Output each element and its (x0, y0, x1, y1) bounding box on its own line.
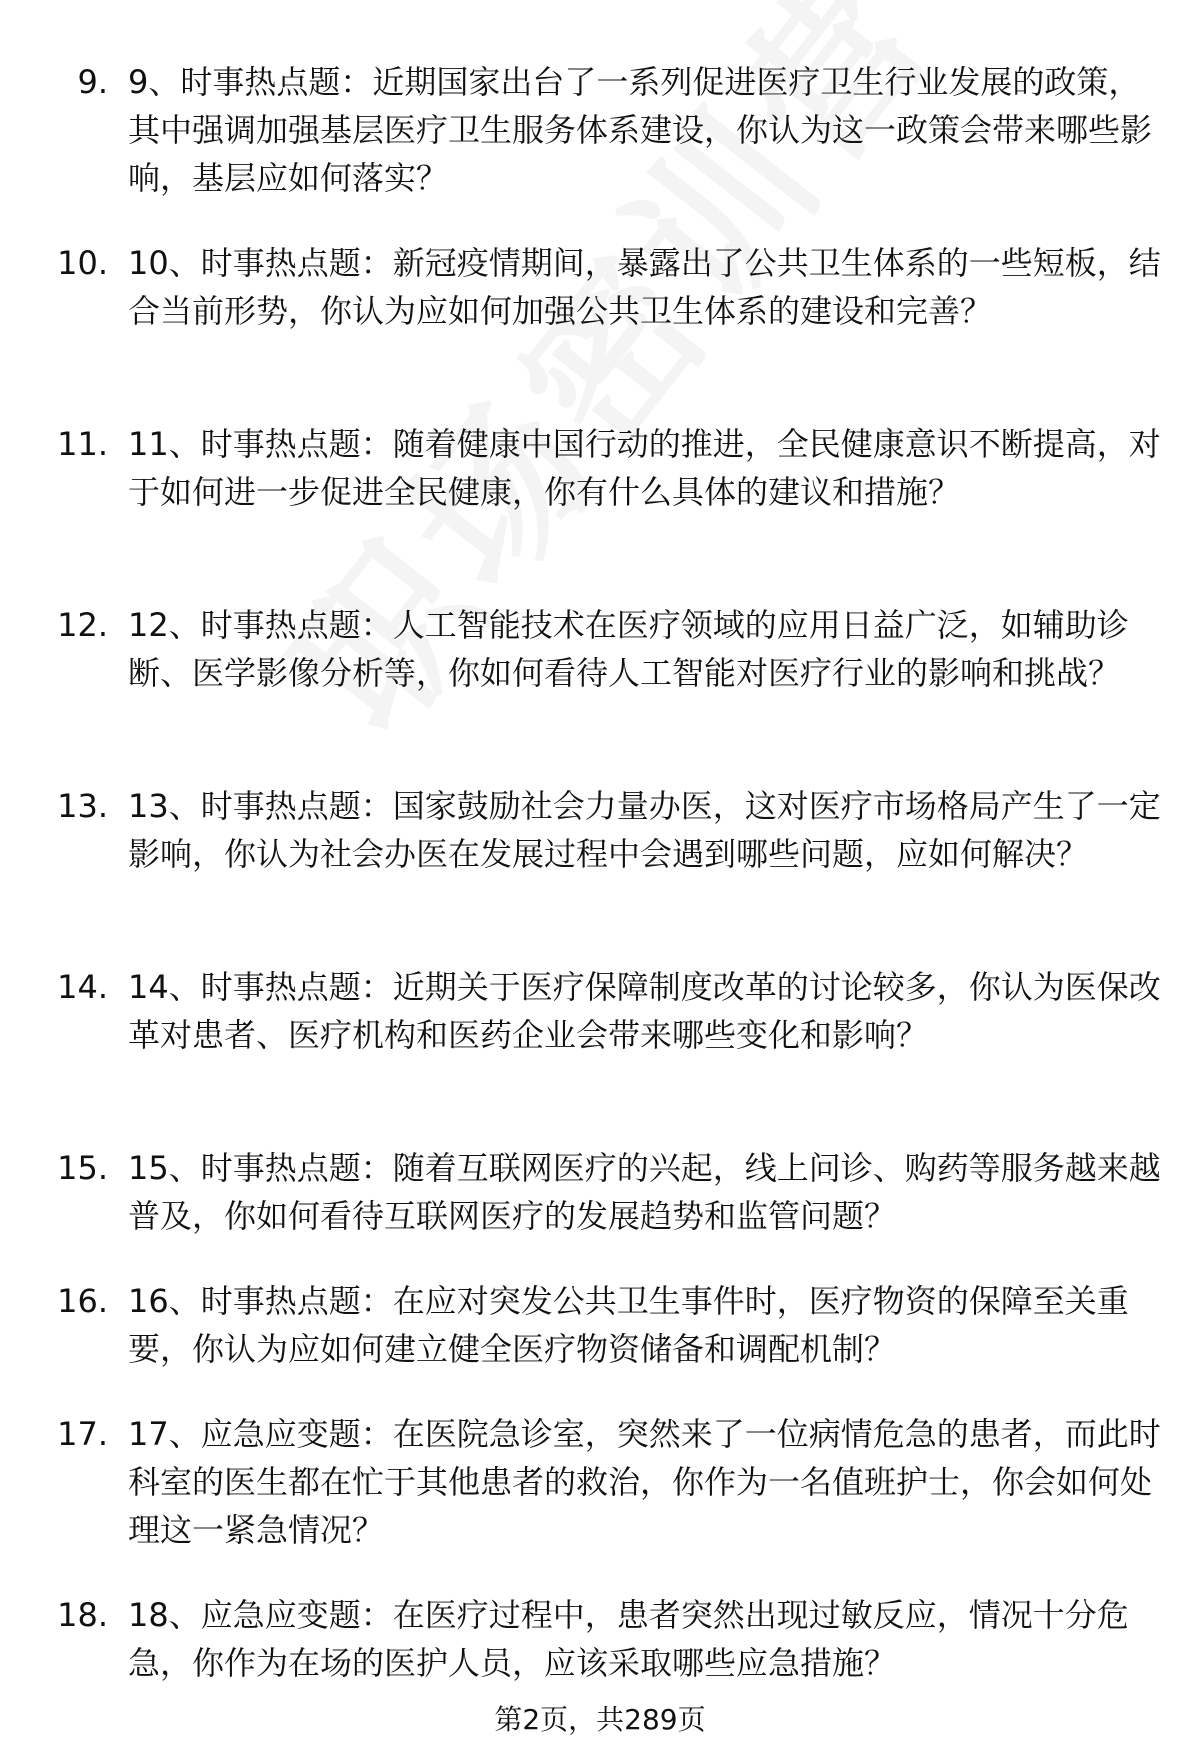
question-list (0, 58, 1200, 1691)
item-number: 9. (77, 63, 108, 101)
item-number: 13. (57, 787, 108, 825)
item-number: 16. (57, 1282, 108, 1320)
item-text: 14、时事热点题：近期关于医疗保障制度改革的讨论较多，你认为医保改革对患者、医疗机构和医药企业会带来哪些变化和影响？ (128, 968, 1161, 1054)
item-text: 11、时事热点题：随着健康中国行动的推进，全民健康意识不断提高，对于如何进一步促进全民健康，你有什么具体的建议和措施？ (128, 425, 1161, 511)
item-text: 15、时事热点题：随着互联网医疗的兴起，线上问诊、购药等服务越来越普及，你如何看待互联网医疗的发展趋势和监管问题？ (128, 1149, 1161, 1235)
list-item (0, 1410, 1200, 1591)
list-item (0, 239, 1200, 420)
item-number: 18. (57, 1596, 108, 1634)
list-item (0, 58, 1200, 239)
list-item (0, 420, 1200, 601)
list-item (0, 782, 1200, 963)
list-item (0, 1591, 1200, 1691)
item-number: 15. (57, 1149, 108, 1187)
item-number: 12. (57, 606, 108, 644)
page-footer: 第2页，共289页 (494, 1703, 706, 1736)
item-text: 9、时事热点题：近期国家出台了一系列促进医疗卫生行业发展的政策，其中强调加强基层医疗卫生服务体系建设，你认为这一政策会带来哪些影响，基层应如何落实？ (128, 63, 1153, 197)
item-number: 10. (57, 244, 108, 282)
item-text: 17、应急应变题：在医院急诊室，突然来了一位病情危急的患者，而此时科室的医生都在忙于其他患者的救治，你作为一名值班护士，你会如何处理这一紧急情况？ (128, 1415, 1161, 1549)
list-item (0, 1144, 1200, 1277)
item-number: 14. (57, 968, 108, 1006)
list-item (0, 1277, 1200, 1410)
item-text: 16、时事热点题：在应对突发公共卫生事件时，医疗物资的保障至关重要，你认为应如何建立健全医疗物资储备和调配机制？ (128, 1282, 1129, 1368)
item-number: 11. (57, 425, 108, 463)
list-item (0, 601, 1200, 782)
item-text: 18、应急应变题：在医疗过程中，患者突然出现过敏反应，情况十分危急，你作为在场的医护人员，应该采取哪些应急措施？ (128, 1596, 1129, 1682)
list-item (0, 963, 1200, 1144)
item-number: 17. (57, 1415, 108, 1453)
item-text: 13、时事热点题：国家鼓励社会力量办医，这对医疗市场格局产生了一定影响，你认为社会办医在发展过程中会遇到哪些问题，应如何解决？ (128, 787, 1161, 873)
item-text: 10、时事热点题：新冠疫情期间，暴露出了公共卫生体系的一些短板，结合当前形势，你认为应如何加强公共卫生体系的建设和完善？ (128, 244, 1161, 330)
item-text: 12、时事热点题：人工智能技术在医疗领域的应用日益广泛，如辅助诊断、医学影像分析等，你如何看待人工智能对医疗行业的影响和挑战？ (128, 606, 1129, 692)
